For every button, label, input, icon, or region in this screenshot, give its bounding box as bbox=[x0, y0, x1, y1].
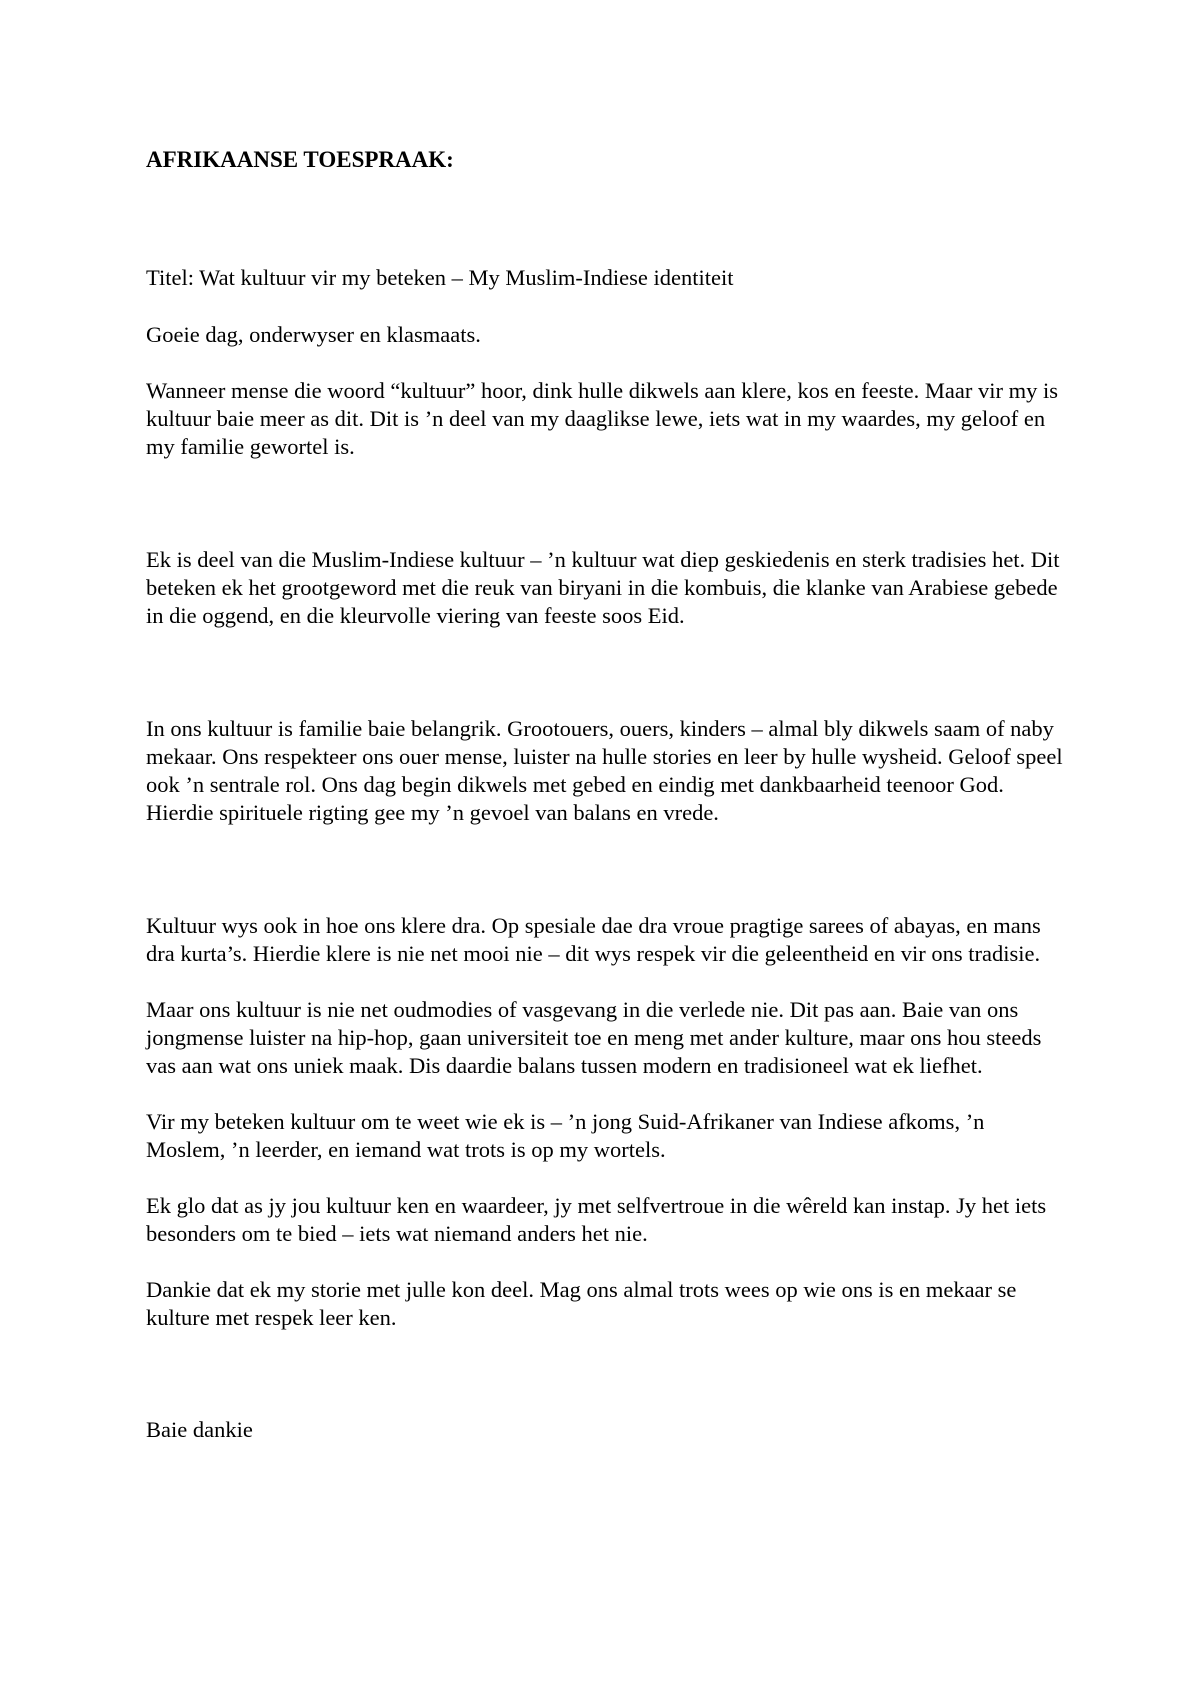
paragraph: Vir my beteken kultuur om te weet wie ek is – ’n jong Suid-Afrikaner van Indiese afkoms, ’n Moslem, ’n leerder, en iemand wat trots is op my wortels. bbox=[146, 1109, 985, 1162]
paragraph: Maar ons kultuur is nie net oudmodies of vasgevang in die verlede nie. Dit pas aan. Baie van ons jongmense luister na hip-hop, gaan universiteit toe en meng met ander kulture, maar ons hou steeds vas aan wat ons uniek maak. Dis daardie balans tussen modern en tradisioneel wat ek liefhet. bbox=[146, 997, 1042, 1078]
document-heading: AFRIKAANSE TOESPRAAK: bbox=[146, 147, 454, 172]
paragraph: Ek is deel van die Muslim-Indiese kultuur – ’n kultuur wat diep geskiedenis en sterk tradisies het. Dit beteken ek het grootgeword met die reuk van biryani in die kombuis, die klanke van Arabiese gebede in die oggend, en die kleurvolle viering van feeste soos Eid. bbox=[146, 547, 1060, 628]
paragraph: Wanneer mense die woord “kultuur” hoor, dink hulle dikwels aan klere, kos en feeste. Maar vir my is kultuur baie meer as dit. Dit is ’n deel van my daaglikse lewe, iets wat in my waardes, my geloof en my familie gewortel is. bbox=[146, 378, 1059, 459]
speech-title: Titel: Wat kultuur vir my beteken – My Muslim-Indiese identiteit bbox=[146, 265, 734, 290]
paragraph: Kultuur wys ook in hoe ons klere dra. Op spesiale dae dra vroue pragtige sarees of abayas, en mans dra kurta’s. Hierdie klere is nie net mooi nie – dit wys respek vir die geleentheid en vir ons tradisie. bbox=[146, 913, 1041, 966]
paragraph: In ons kultuur is familie baie belangrik. Grootouers, ouers, kinders – almal bly dikwels saam of naby mekaar. Ons respekteer ons ouer mense, luister na hulle stories en leer by hulle wysheid. Geloof speel ook ’n sentrale rol. Ons dag begin dikwels met gebed en eindig met dankbaarheid teenoor God. Hierdie spirituele rigting gee my ’n gevoel van balans en vrede. bbox=[146, 716, 1063, 825]
paragraph: Ek glo dat as jy jou kultuur ken en waardeer, jy met selfvertroue in die wêreld kan instap. Jy het iets besonders om te bied – iets wat niemand anders het nie. bbox=[146, 1193, 1047, 1246]
closing-line: Baie dankie bbox=[146, 1417, 253, 1442]
greeting-line: Goeie dag, onderwyser en klasmaats. bbox=[146, 322, 481, 347]
paragraph: Dankie dat ek my storie met julle kon deel. Mag ons almal trots wees op wie ons is en mekaar se kulture met respek leer ken. bbox=[146, 1277, 1017, 1330]
document-body bbox=[146, 146, 1066, 1444]
